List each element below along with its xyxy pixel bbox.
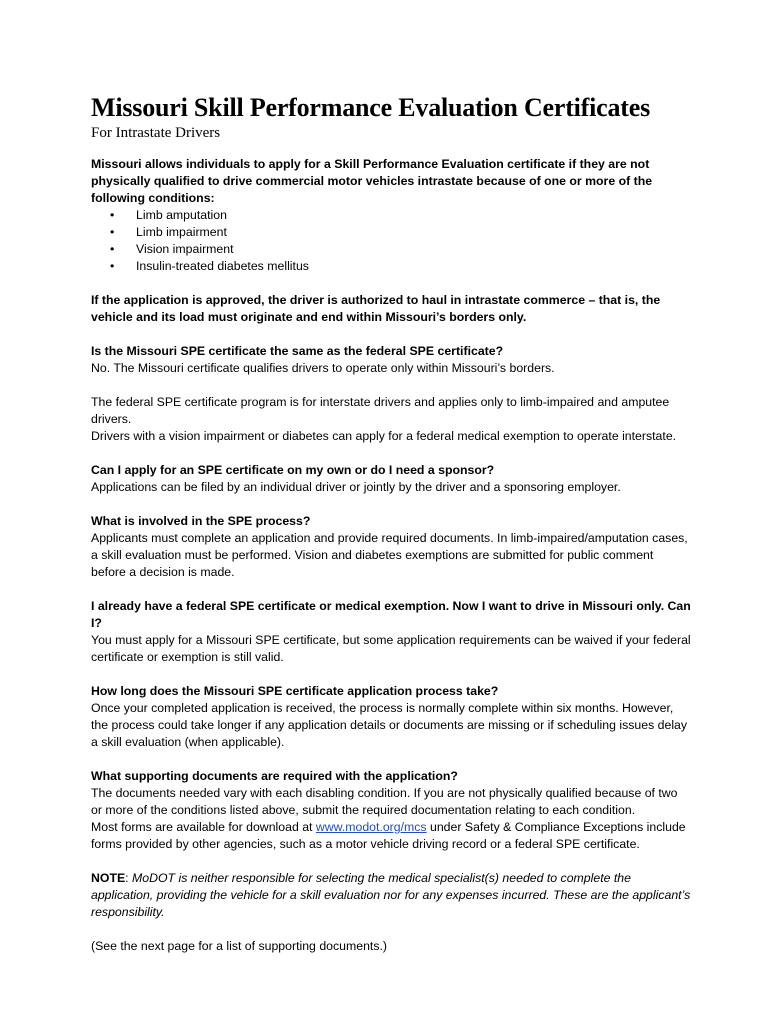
answer-5: Once your completed application is received, the process is normally complete within six months. However, the process could take longer if any application details or documents are missing or if scheduling issues delay a skill evaluation (when applicable). [91,701,688,749]
answer-6b [91,819,691,853]
question-text: How long does the Missouri SPE certificate application process take? [91,684,499,698]
approved-text: If the application is approved, the driver is authorized to haul in intrastate commerce – that is, the vehicle and its load must originate and end within Missouri’s borders only. [91,293,661,324]
list-item [110,258,691,275]
question-text: I already have a federal SPE certificate or medical exemption. Now I want to drive in Missouri only. Can I? [91,599,691,630]
answer-6b-suffix: under Safety & Compliance Exceptions include forms provided by other agencies, such as a motor vehicle driving record or a federal SPE certificate. [91,820,686,851]
note-paragraph: NOTE: MoDOT is neither responsible for selecting the medical specialist(s) needed to complete the application, providing the vehicle for a skill evaluation nor for any expenses incurred. These are the applicant’s responsibility. [91,871,691,919]
bullet-icon: • [110,259,115,273]
intro-text: Missouri allows individuals to apply for a Skill Performance Evaluation certificate if they are not physically qualified to drive commercial motor vehicles intrastate because of one or more of the following conditions: [91,157,653,205]
condition-label: Insulin-treated diabetes mellitus [136,259,309,273]
question-1 [91,343,691,360]
question-text: Can I apply for an SPE certificate on my own or do I need a sponsor? [91,463,495,477]
list-item [110,241,691,258]
note-label: NOTE [91,871,126,885]
intro-paragraph [91,156,691,207]
answer-1b: The federal SPE certificate program is for interstate drivers and applies only to limb-impaired and amputee drivers. [91,395,670,426]
list-item [110,207,691,224]
modot-mcs-link[interactable]: www.modot.org/mcs [315,820,427,834]
question-3 [91,513,691,530]
question-2 [91,462,691,479]
bullet-icon: • [110,225,115,239]
question-5 [91,683,691,700]
answer-2: Applications can be filed by an individual driver or jointly by the driver and a sponsoring employer. [91,480,621,494]
bullet-icon: • [110,208,115,222]
list-item [110,224,691,241]
note-text: MoDOT is neither responsible for selecting the medical specialist(s) needed to complete the application, providing the vehicle for a skill evaluation nor for any expenses incurred. These are the applicant’s responsibility. [91,871,691,919]
condition-label: Limb impairment [136,225,227,239]
next-page-note: (See the next page for a list of supporting documents.) [91,939,387,953]
question-text: What is involved in the SPE process? [91,514,311,528]
answer-6b-prefix: Most forms are available for download at [91,820,316,834]
answer-6: The documents needed vary with each disabling condition. If you are not physically qualified because of two or more of the conditions listed above, submit the required documentation relating to each condition. [91,786,678,817]
answer-4: You must apply for a Missouri SPE certificate, but some application requirements can be waived if your federal certificate or exemption is still valid. [91,633,691,664]
page-subtitle: For Intrastate Drivers [91,125,221,141]
document-page [91,92,691,955]
bullet-icon: • [110,242,115,256]
document-body [91,156,691,955]
condition-label: Limb amputation [136,208,227,222]
answer-1: No. The Missouri certificate qualifies drivers to operate only within Missouri’s borders. [91,361,555,375]
question-6 [91,768,691,785]
condition-label: Vision impairment [136,242,234,256]
conditions-list [91,207,691,275]
approved-paragraph [91,292,691,326]
page-title: Missouri Skill Performance Evaluation Certificates [91,93,651,122]
question-text: Is the Missouri SPE certificate the same as the federal SPE certificate? [91,344,504,358]
question-text: What supporting documents are required with the application? [91,769,458,783]
answer-1c: Drivers with a vision impairment or diabetes can apply for a federal medical exemption to operate interstate. [91,429,677,443]
answer-3: Applicants must complete an application and provide required documents. In limb-impaired/amputation cases, a skill evaluation must be performed. Vision and diabetes exemptions are submitted for public comment before a decision is made. [91,531,688,579]
question-4 [91,598,691,632]
